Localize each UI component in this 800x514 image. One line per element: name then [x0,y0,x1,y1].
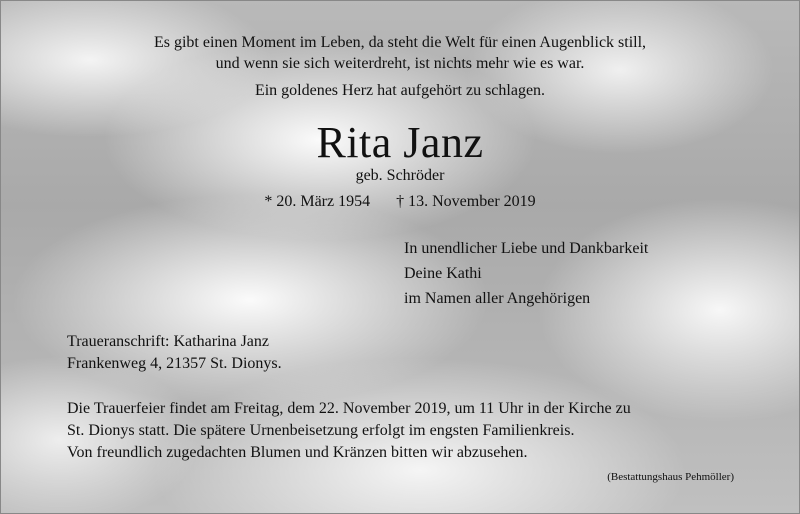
signature-block [404,236,648,311]
quote-line-1: Es gibt einen Moment im Leben, da steht die Welt für einen Augenblick still, [153,34,647,51]
address-line-1: Traueranschrift: Katharina Janz [67,333,269,350]
deceased-name: Rita Janz [316,118,484,167]
funeral-notice [67,398,631,464]
opening-quote [0,32,800,74]
mourning-address [67,331,282,375]
birth-name: geb. Schröder [355,167,445,184]
signature-line-3: im Namen aller Angehörigen [404,290,591,307]
signature-line-2: Deine Kathi [404,265,482,282]
funeral-home: (Bestattungshaus Pehmöller) [607,471,734,483]
notice-line-3: Von freundlich zugedachten Blumen und Kränzen bitten wir abzusehen. [67,444,528,461]
notice-line-1: Die Trauerfeier findet am Freitag, dem 22. November 2019, um 11 Uhr in der Kirche zu [67,400,631,417]
address-line-2: Frankenweg 4, 21357 St. Dionys. [67,355,282,372]
life-dates [0,193,800,211]
death-date: † 13. November 2019 [396,193,536,210]
signature-line-1: In unendlicher Liebe und Dankbarkeit [404,240,649,257]
heart-line: Ein goldenes Herz hat aufgehört zu schlagen. [254,82,546,99]
notice-line-2: St. Dionys statt. Die spätere Urnenbeisetzung erfolgt im engsten Familienkreis. [67,422,575,439]
birth-date: * 20. März 1954 [264,193,371,210]
quote-line-2: und wenn sie sich weiterdreht, ist nichts mehr wie es war. [215,55,585,72]
